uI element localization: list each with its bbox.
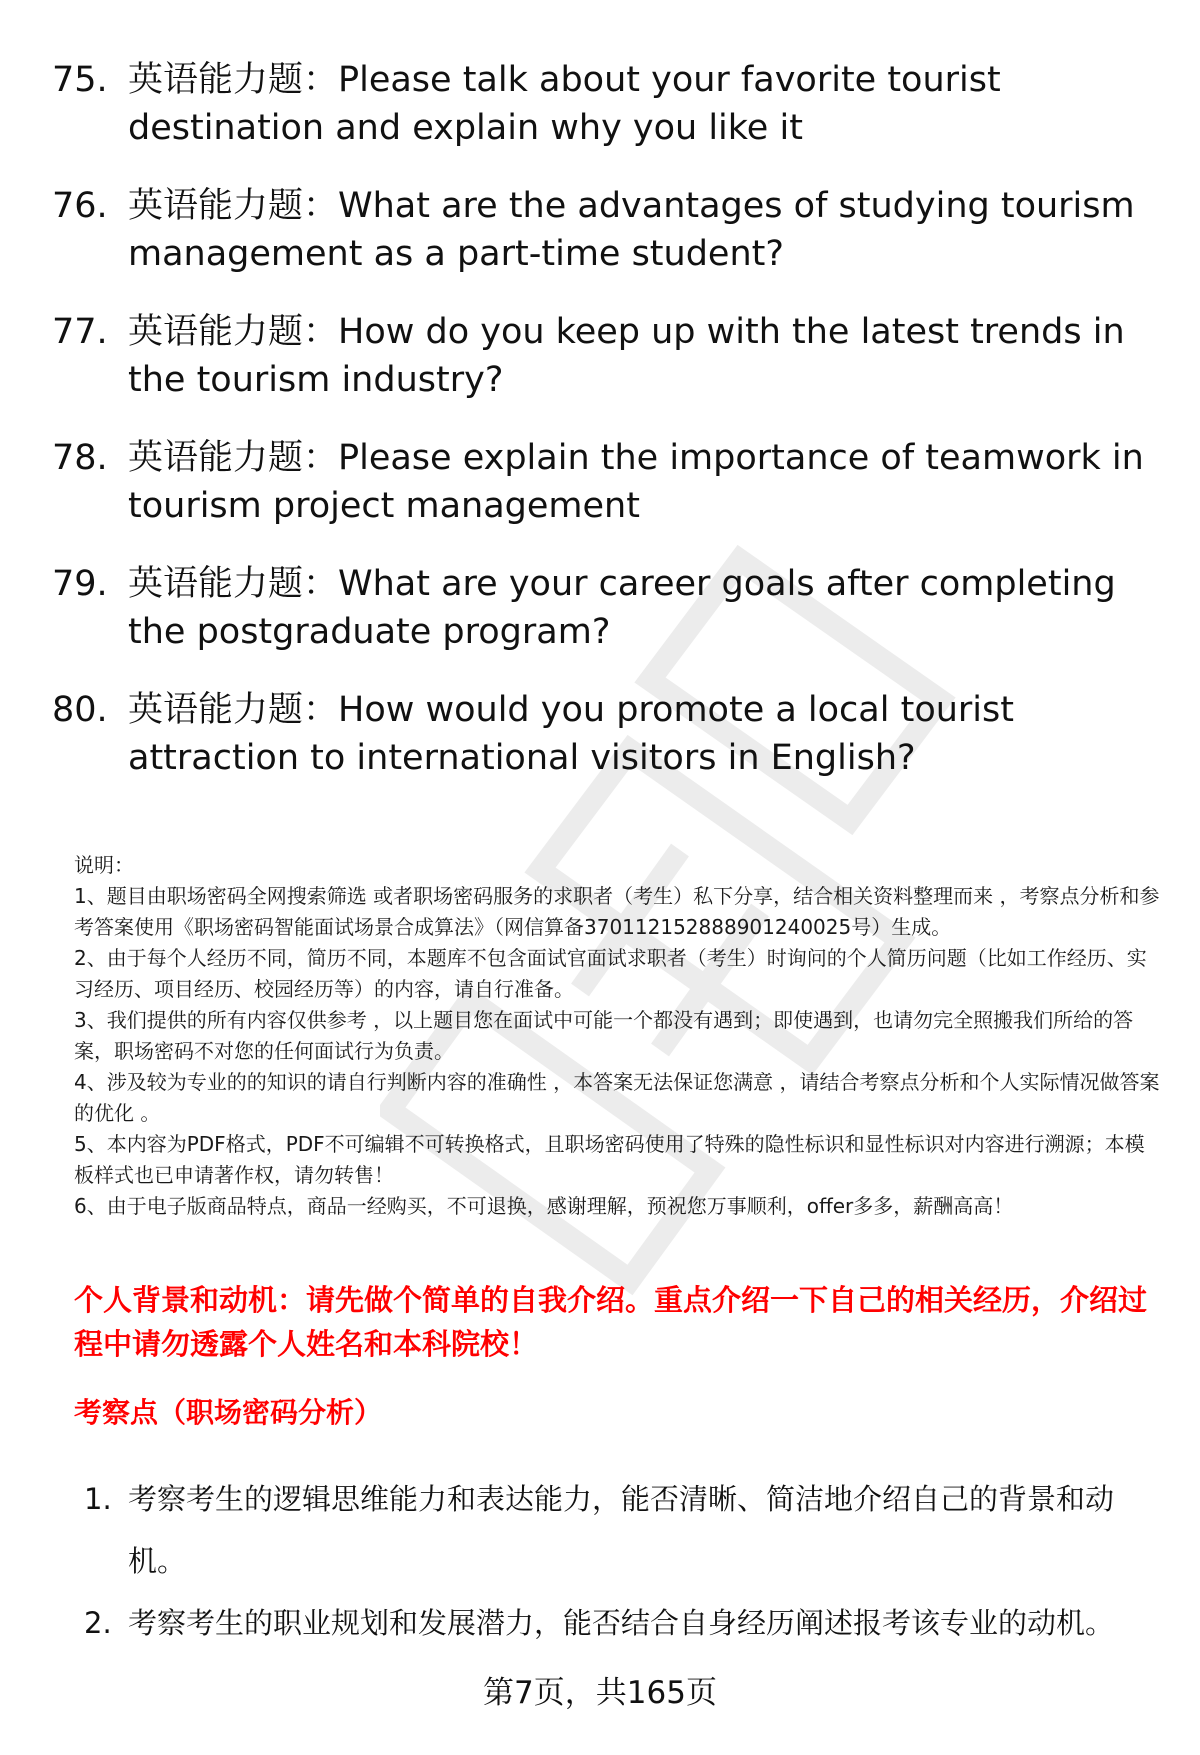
question-text: 英语能力题：Please explain the importance of teamwork in tourism project management — [128, 438, 1144, 526]
question-number: 75. — [52, 60, 108, 100]
note-item: 3、我们提供的所有内容仅供参考 ，以上题目您在面试中可能一个都没有遇到；即使遇到，也请勿完全照搬我们所给的答案，职场密码不对您的任何面试行为负责。 — [74, 1008, 1134, 1063]
note-item: 6、由于电子版商品特点，商品一经购买，不可退换，感谢理解，预祝您万事顺利，offer多多，薪酬高高！ — [74, 1194, 1014, 1218]
question-text: 英语能力题：What are the advantages of studying tourism management as a part-time student? — [128, 186, 1135, 274]
question-list — [52, 56, 1162, 812]
question-item — [52, 560, 1162, 656]
point-text: 考察考生的逻辑思维能力和表达能力，能否清晰、简洁地介绍自己的背景和动机。 — [128, 1482, 1115, 1578]
page-footer: 第7页，共165页 — [483, 1675, 717, 1711]
question-number: 79. — [52, 564, 108, 604]
point-number: 1. — [84, 1482, 112, 1516]
question-number: 76. — [52, 186, 108, 226]
question-item — [52, 56, 1162, 152]
point-text: 考察考生的职业规划和发展潜力，能否结合自身经历阐述报考该专业的动机。 — [128, 1606, 1115, 1640]
note-item: 1、题目由职场密码全网搜索筛选 或者职场密码服务的求职者（考生）私下分享，结合相关资料整理而来 ，考察点分析和参考答案使用《职场密码智能面试场景合成算法》（网信算备370112152888901240025号）生成。 — [74, 884, 1160, 939]
question-number: 80. — [52, 690, 108, 730]
analysis-point — [84, 1592, 1164, 1654]
point-number: 2. — [84, 1606, 112, 1640]
question-number: 78. — [52, 438, 108, 478]
question-text: 英语能力题：How would you promote a local tourist attraction to international visitors in English? — [128, 690, 1014, 778]
note-item: 2、由于每个人经历不同，简历不同，本题库不包含面试官面试求职者（考生）时询问的个人简历问题（比如工作经历、实习经历、项目经历、校园经历等）的内容，请自行准备。 — [74, 946, 1147, 1001]
question-item — [52, 308, 1162, 404]
question-text: 英语能力题：Please talk about your favorite tourist destination and explain why you like it — [128, 60, 1001, 148]
question-text: 英语能力题：How do you keep up with the latest trends in the tourism industry? — [128, 312, 1125, 400]
question-item — [52, 434, 1162, 530]
question-number: 77. — [52, 312, 108, 352]
analysis-point — [84, 1468, 1164, 1592]
question-text: 英语能力题：What are your career goals after completing the postgraduate program? — [128, 564, 1116, 652]
interview-question-headline: 个人背景和动机：请先做个简单的自我介绍。重点介绍一下自己的相关经历，介绍过程中请勿透露个人姓名和本科院校！ — [74, 1283, 1148, 1361]
question-item — [52, 182, 1162, 278]
note-item: 4、涉及较为专业的的知识的请自行判断内容的准确性 ，本答案无法保证您满意 ，请结合考察点分析和个人实际情况做答案的优化 。 — [74, 1070, 1160, 1125]
notes-section — [74, 850, 1164, 1222]
analysis-title: 考察点（职场密码分析） — [74, 1396, 383, 1429]
notes-heading: 说明： — [74, 853, 134, 877]
note-item: 5、本内容为PDF格式，PDF不可编辑不可转换格式，且职场密码使用了特殊的隐性标识和显性标识对内容进行溯源；本模板样式也已申请著作权，请勿转售！ — [74, 1132, 1145, 1187]
question-item — [52, 686, 1162, 782]
analysis-points — [84, 1468, 1164, 1654]
